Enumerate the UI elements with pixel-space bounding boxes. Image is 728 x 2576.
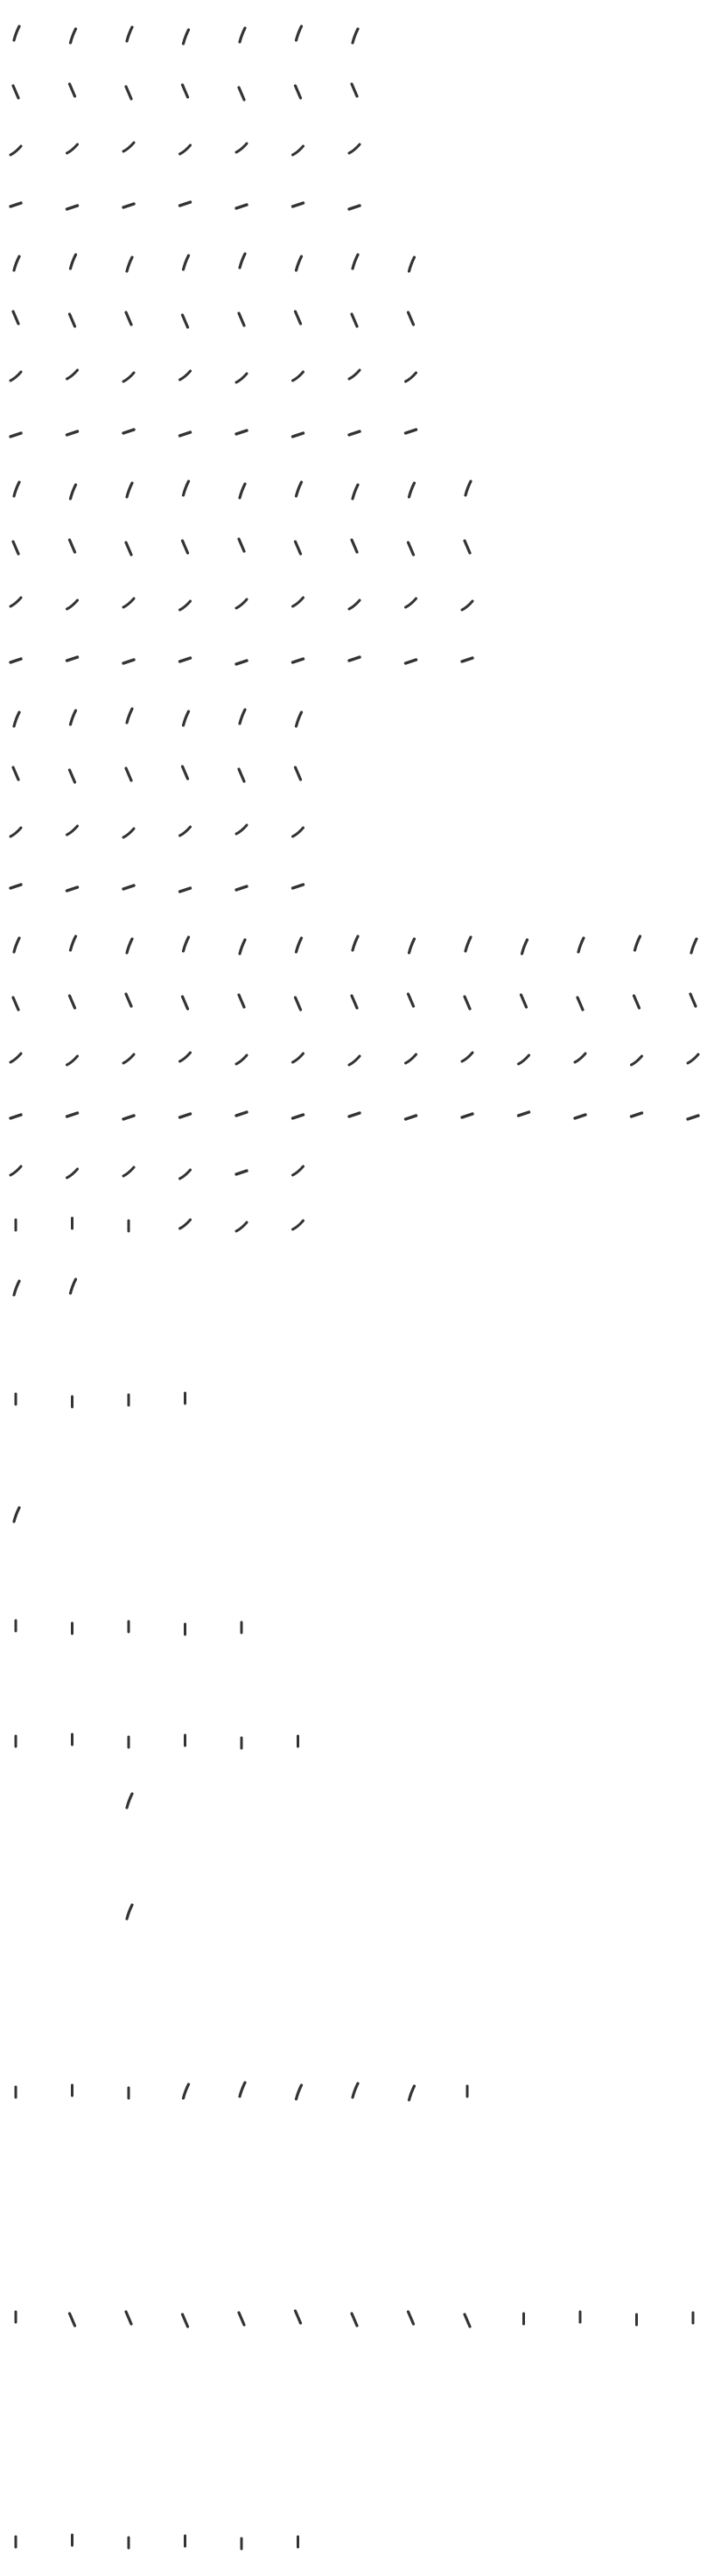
stroke-mark-r19-c3 [123,1054,134,1063]
stroke-mark-r19-c1 [10,1054,21,1062]
stroke-mark-r17-c8 [410,939,415,953]
stroke-mark-r15-c1 [10,828,21,836]
stroke-mark-r19-c8 [406,1054,416,1063]
stroke-mark-r5-c4 [184,256,189,270]
stroke-mark-r1-c5 [240,28,245,42]
stroke-mark-r19-c10 [519,1055,529,1064]
stroke-mark-r17-c1 [14,938,19,952]
stroke-mark-r4-c7 [349,206,360,209]
stroke-mark-r12-c3 [123,660,134,663]
stroke-mark-r3-c4 [180,145,191,154]
stroke-mark-r19-c11 [575,1054,585,1062]
stroke-mark-r6-c3 [126,312,131,325]
stroke-mark-r18-c3 [126,994,131,1006]
stroke-mark-r17-c10 [522,940,528,954]
stroke-mark-r31-c7 [352,2314,357,2326]
stroke-mark-r17-c9 [466,937,471,951]
stroke-mark-r20-c4 [180,1114,191,1117]
stroke-mark-r22-c5 [236,1222,247,1231]
stroke-mark-r31-c9 [465,2314,470,2327]
stroke-mark-r20-c7 [349,1113,360,1116]
stroke-mark-r14-c4 [183,766,188,779]
stroke-marks-layer [10,26,698,2549]
stroke-mark-r10-c8 [409,542,414,555]
stroke-mark-r12-c8 [406,660,416,663]
stroke-mark-r6-c8 [409,312,414,325]
stroke-mark-r11-c1 [10,598,21,606]
stroke-mark-r17-c5 [240,940,245,954]
stroke-mark-r19-c6 [293,1054,304,1062]
stroke-mark-r10-c1 [13,542,18,554]
stroke-mark-r31-c8 [409,2312,414,2324]
stroke-mark-r8-c2 [67,431,78,435]
stroke-mark-r13-c5 [240,710,245,724]
stroke-mark-r13-c2 [71,710,76,724]
stroke-mark-r17-c13 [691,939,696,953]
stroke-mark-r12-c5 [236,661,247,664]
stroke-mark-r4-c1 [10,203,21,206]
stroke-mark-r14-c3 [126,768,131,780]
stroke-mark-r12-c7 [349,657,360,661]
stroke-mark-r7-c6 [293,372,304,381]
stroke-mark-r30-c5 [240,2082,245,2096]
stroke-mark-r12-c4 [180,658,191,662]
stroke-mark-r21-c2 [67,1169,78,1178]
stroke-mark-r15-c4 [180,827,191,836]
stroke-mark-r18-c9 [465,997,470,1009]
stroke-mark-r10-c9 [465,541,470,553]
stroke-mark-r17-c3 [127,939,132,953]
stroke-mark-r21-c4 [180,1170,191,1179]
stroke-mark-r9-c7 [353,485,358,499]
stroke-mark-r20-c10 [519,1112,529,1116]
stroke-mark-r8-c8 [406,430,416,433]
stroke-mark-r5-c5 [240,254,245,268]
stroke-mark-r2-c7 [352,84,357,96]
stroke-mark-r3-c7 [349,144,360,153]
stroke-mark-r19-c5 [236,1055,247,1064]
stroke-mark-r12-c2 [67,657,78,661]
stroke-mark-r11-c8 [406,598,416,607]
stroke-mark-r23-c2 [71,1279,76,1293]
stroke-mark-r1-c7 [353,29,358,43]
stroke-mark-r5-c3 [127,257,132,271]
stroke-mark-r14-c6 [296,767,301,780]
stroke-mark-r9-c2 [71,485,76,499]
stroke-mark-r7-c1 [10,372,21,381]
stroke-mark-r20-c11 [575,1115,585,1118]
stroke-mark-r21-c1 [10,1166,21,1175]
stroke-mark-r4-c3 [123,204,134,207]
stroke-mark-r11-c7 [349,600,360,609]
stroke-mark-r18-c10 [522,995,527,1007]
stroke-mark-r18-c5 [239,995,244,1007]
stroke-mark-r2-c3 [126,87,131,99]
stroke-mark-r11-c5 [236,599,247,608]
stroke-mark-r5-c7 [353,255,358,269]
stroke-mark-r20-c2 [67,1113,78,1116]
stroke-mark-r10-c5 [239,539,244,551]
stroke-mark-r16-c5 [236,886,247,890]
stroke-mark-r16-c1 [10,885,21,888]
stroke-mark-r1-c6 [297,26,302,40]
stroke-mark-r20-c3 [123,1116,134,1119]
stroke-mark-r2-c1 [13,86,18,98]
stroke-mark-r9-c9 [466,481,471,495]
stroke-mark-r18-c1 [13,998,18,1010]
stroke-mark-r6-c1 [13,312,18,324]
stroke-mark-r9-c1 [14,482,19,496]
stroke-mark-r11-c4 [180,601,191,610]
stroke-mark-r9-c5 [240,484,245,498]
stroke-mark-r20-c9 [462,1114,472,1117]
stroke-mark-r1-c2 [71,29,76,43]
stroke-mark-r3-c6 [293,146,304,155]
stroke-pattern-canvas: / = forward slant\ = back slant~ = shallow slant- = flat dash| = upright tick [0,0,728,2576]
stroke-mark-r20-c5 [236,1112,247,1116]
stroke-mark-r10-c6 [296,542,301,554]
stroke-mark-r16-c2 [67,887,78,891]
stroke-mark-r6-c7 [352,314,357,326]
stroke-mark-r18-c7 [352,996,357,1008]
stroke-mark-r5-c2 [71,255,76,269]
stroke-mark-r9-c8 [410,483,415,497]
stroke-mark-r18-c4 [183,997,188,1009]
stroke-mark-r31-c3 [126,2312,131,2324]
stroke-mark-r11-c6 [293,598,304,606]
stroke-mark-r14-c5 [239,769,244,781]
stroke-mark-r6-c2 [70,314,75,326]
stroke-mark-r8-c1 [10,433,21,437]
stroke-mark-r19-c12 [632,1056,642,1065]
stroke-mark-r19-c4 [180,1053,191,1061]
stroke-mark-r17-c12 [635,936,640,950]
stroke-mark-r17-c7 [353,936,358,950]
stroke-mark-r18-c6 [296,998,301,1010]
stroke-mark-r23-c1 [14,1281,19,1295]
stroke-mark-r4-c4 [180,202,191,206]
stroke-mark-r11-c9 [462,601,472,610]
stroke-mark-r19-c9 [462,1053,472,1061]
stroke-mark-r10-c7 [352,540,357,552]
stroke-mark-r18-c2 [70,996,75,1008]
stroke-mark-r4-c2 [67,206,78,209]
stroke-mark-r15-c5 [236,825,247,834]
stroke-mark-r8-c4 [180,432,191,436]
stroke-mark-r25-c1 [14,1508,19,1522]
stroke-mark-r10-c3 [126,542,131,555]
stroke-mark-r13-c3 [127,709,132,723]
stroke-mark-r9-c3 [127,483,132,497]
stroke-mark-r18-c11 [578,998,583,1010]
stroke-mark-r7-c2 [67,370,78,379]
stroke-mark-r9-c6 [297,482,302,496]
stroke-mark-r18-c8 [409,994,414,1006]
stroke-mark-r11-c2 [67,600,78,609]
stroke-mark-r17-c11 [578,938,584,952]
stroke-mark-r15-c3 [123,829,134,837]
stroke-mark-r20-c12 [632,1113,642,1116]
stroke-mark-r12-c1 [10,659,21,662]
stroke-mark-r2-c5 [239,88,244,100]
stroke-mark-r19-c2 [67,1056,78,1065]
stroke-mark-r21-c6 [293,1166,304,1175]
stroke-mark-r3-c3 [123,143,134,151]
stroke-mark-r16-c4 [180,888,191,892]
stroke-mark-r1-c3 [127,27,132,41]
stroke-mark-r19-c7 [349,1056,360,1065]
stroke-mark-r8-c5 [236,430,247,434]
stroke-mark-r31-c4 [183,2314,188,2327]
stroke-mark-r28-c3 [127,1794,132,1808]
stroke-mark-r22-c6 [293,1221,304,1229]
stroke-mark-r2-c4 [183,85,188,97]
stroke-mark-r15-c6 [293,828,304,836]
stroke-mark-r1-c1 [14,26,19,40]
stroke-mark-r30-c8 [410,2086,415,2100]
stroke-mark-r5-c8 [410,257,415,271]
stroke-mark-r20-c8 [406,1116,416,1119]
stroke-mark-r7-c3 [123,373,134,382]
stroke-mark-r5-c6 [297,256,302,270]
stroke-mark-r7-c7 [349,370,360,379]
stroke-mark-r13-c4 [184,711,189,725]
stroke-mark-r17-c2 [71,936,76,950]
stroke-mark-r31-c2 [70,2314,75,2326]
stroke-mark-r16-c6 [293,885,304,888]
stroke-mark-r17-c6 [297,938,302,952]
stroke-mark-r13-c6 [297,712,302,726]
stroke-mark-r31-c6 [296,2311,301,2323]
stroke-mark-r9-c4 [184,481,189,495]
stroke-mark-r21-c3 [123,1167,134,1176]
stroke-mark-r30-c4 [184,2084,189,2098]
stroke-mark-r4-c6 [293,203,304,206]
stroke-mark-r29-c3 [127,1905,132,1919]
stroke-mark-r14-c1 [13,767,18,780]
stroke-mark-r10-c2 [70,540,75,552]
stroke-mark-r21-c5 [236,1171,247,1174]
stroke-mark-r2-c2 [70,84,75,96]
stroke-mark-r15-c2 [67,826,78,835]
stroke-mark-r31-c5 [239,2313,244,2325]
stroke-mark-r8-c7 [349,431,360,435]
stroke-mark-r18-c13 [690,994,696,1006]
stroke-mark-r30-c6 [297,2085,302,2099]
stroke-mark-r16-c3 [123,886,134,889]
stroke-mark-r6-c6 [296,312,301,324]
stroke-mark-r11-c3 [123,598,134,607]
stroke-mark-r4-c5 [236,205,247,208]
stroke-mark-r20-c13 [688,1116,698,1119]
stroke-mark-r5-c1 [14,256,19,270]
stroke-mark-r7-c8 [406,373,416,382]
stroke-mark-r6-c5 [239,313,244,326]
stroke-mark-r20-c6 [293,1115,304,1118]
stroke-mark-r10-c4 [183,541,188,553]
stroke-mark-r13-c1 [14,712,19,726]
stroke-mark-r22-c4 [180,1220,191,1228]
stroke-mark-r12-c9 [462,658,472,662]
stroke-mark-r3-c2 [67,144,78,153]
stroke-mark-r1-c4 [184,30,189,44]
stroke-mark-r7-c4 [180,371,191,380]
stroke-mark-r12-c6 [293,659,304,662]
stroke-mark-r3-c1 [10,146,21,155]
stroke-mark-r6-c4 [183,315,188,327]
stroke-mark-r3-c5 [236,144,247,152]
stroke-mark-r18-c12 [634,996,640,1008]
stroke-mark-r7-c5 [236,374,247,382]
stroke-mark-r2-c6 [296,86,301,98]
stroke-mark-r17-c4 [184,937,189,951]
stroke-mark-r14-c2 [70,770,75,782]
stroke-mark-r8-c3 [123,430,134,433]
stroke-mark-r19-c13 [688,1054,698,1063]
stroke-mark-r8-c6 [293,433,304,437]
stroke-mark-r30-c7 [353,2083,358,2097]
stroke-mark-r20-c1 [10,1115,21,1118]
